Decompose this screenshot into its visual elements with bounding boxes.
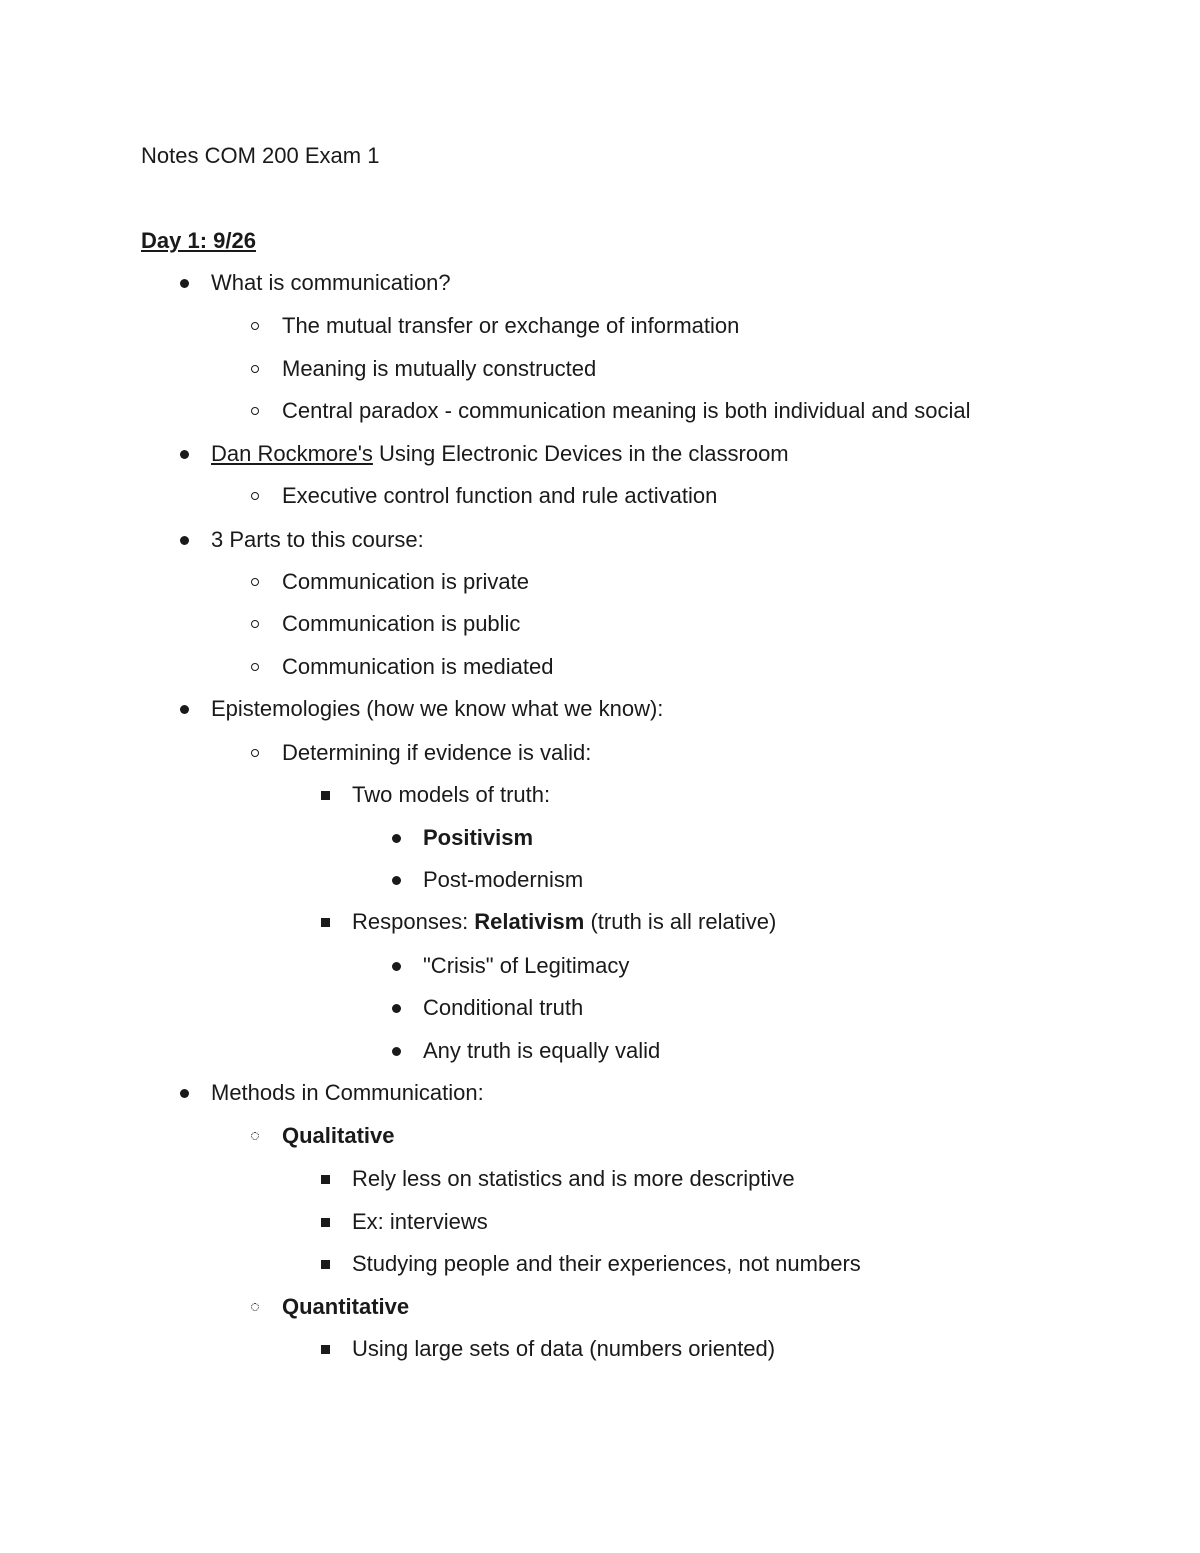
circle-bullet-icon — [247, 481, 263, 511]
disc-bullet-icon — [388, 951, 404, 981]
circle-bullet-icon — [247, 354, 263, 384]
square-bullet-icon — [317, 780, 333, 810]
circle-bullet-icon — [247, 609, 263, 639]
circle-bullet-icon — [247, 738, 263, 768]
rockmore-link[interactable]: Dan Rockmore's — [211, 441, 373, 466]
disc-bullet-icon — [388, 823, 404, 853]
disc-bullet-icon — [176, 525, 192, 555]
disc-bullet-icon — [388, 865, 404, 895]
square-bullet-icon — [317, 1249, 333, 1279]
disc-bullet-icon — [176, 439, 192, 469]
circle-bullet-icon — [247, 652, 263, 682]
disc-bullet-icon — [388, 993, 404, 1023]
document-page: Notes COM 200 Exam 1 Day 1: 9/26 What is communication? The mutual transfer or exchange of information Meaning is mutually constructed Central paradox - communication meaning is both individual and social Dan Rockmore's Using Electronic Devices in the classroom Executive control function and rule activation 3 Parts to this course: Communication is private Communication is public Communication is mediated Epistemologies (how we know what we know): Determining if evidence is valid: Two models of truth: Positivism Post-modernism Responses: Relativism (truth is all relative) "Crisis" of Legitimacy Conditional truth Any truth is equally valid Methods in Communication: Qualitative Rely less on statistics and is more descriptive Ex: interviews Studying people and their experiences, not numbers Quantitative Using large sets of data (numbers oriented) — [0, 0, 1200, 1553]
section-heading-day-1: Day 1: 9/26 — [141, 228, 256, 253]
square-bullet-icon — [317, 1164, 333, 1194]
disc-bullet-icon — [176, 694, 192, 724]
dotted-circle-bullet-icon — [247, 1292, 263, 1322]
square-bullet-icon — [317, 907, 333, 937]
circle-bullet-icon — [247, 396, 263, 426]
disc-bullet-icon — [176, 1078, 192, 1108]
disc-bullet-icon — [388, 1036, 404, 1066]
square-bullet-icon — [317, 1207, 333, 1237]
circle-bullet-icon — [247, 311, 263, 341]
document-title: Notes COM 200 Exam 1 — [141, 143, 380, 168]
square-bullet-icon — [317, 1334, 333, 1364]
disc-bullet-icon — [176, 268, 192, 298]
dotted-circle-bullet-icon — [247, 1121, 263, 1151]
circle-bullet-icon — [247, 567, 263, 597]
